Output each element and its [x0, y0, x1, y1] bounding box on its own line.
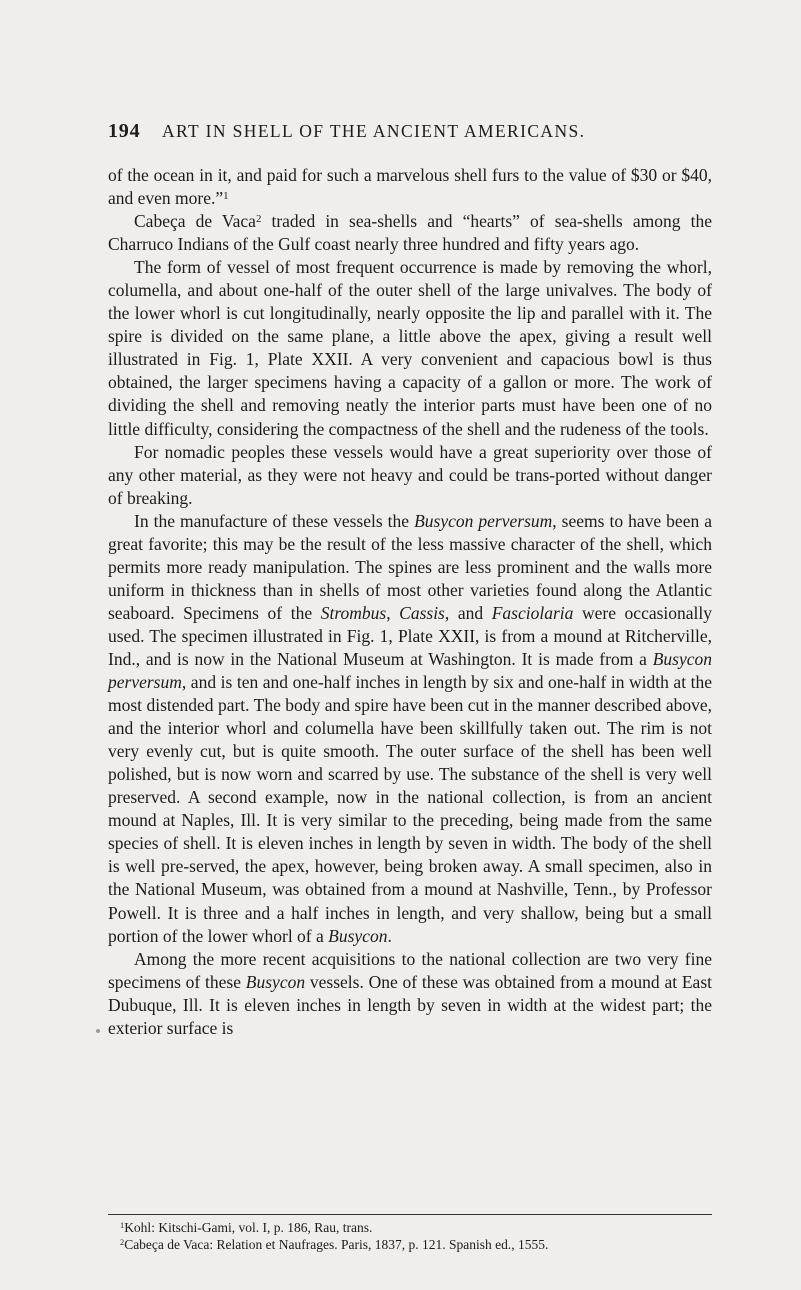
p5-text: In the manufacture of these vessels the: [134, 510, 415, 531]
p5-text: were occasionally used. The specimen illustrated in Fig. 1, Plate XXII, is from a mound at Ritcherville, Ind., and is now in the National Museum at Washington. It is made from a: [108, 602, 713, 669]
paragraph-1-text: of the ocean in it, and paid for such a marvelous shell furs to the value of $30 or $40, and even more.”: [108, 165, 712, 209]
margin-blemish: [96, 1029, 100, 1033]
footnote-marker: 1: [120, 1221, 125, 1231]
page-number: 194: [108, 120, 141, 142]
p6-text: Among the more recent acquisitions to the national collection are two very fine specimens of these: [108, 948, 712, 992]
p6-text: vessels. One of these was obtained from a mound at East Dubuque, Ill. It is eleven inches in length by seven in width at the widest part; the exterior surface is: [108, 971, 712, 1038]
page-header: [108, 120, 708, 150]
footnotes: [120, 1219, 712, 1253]
paragraph-2-text-b: traded in sea-shells and “hearts” of sea-shells among the Charruco Indians of the Gulf coast nearly three hundred and fifty years ago.: [108, 211, 712, 255]
footnote-marker: 2: [120, 1238, 125, 1248]
footnote-text: Cabeça de Vaca: Relation et Naufrages. Paris, 1837, p. 121. Spanish ed., 1555.: [124, 1237, 549, 1252]
p5-text: ,: [386, 602, 400, 623]
species-name: Busycon perversum: [414, 510, 553, 531]
footnote-text: Kohl: Kitschi-Gami, vol. I, p. 186, Rau, trans.: [124, 1220, 373, 1235]
genus-name: Busycon: [328, 925, 388, 946]
paragraph-4: For nomadic peoples these vessels would have a great superiority over those of any other material, as they were not heavy and could be trans-ported without danger of breaking.: [108, 441, 712, 508]
species-name: Busycon perversum: [108, 648, 712, 693]
body-text: [108, 164, 712, 1040]
paragraph-6: [108, 948, 712, 1040]
footnote-ref-2: 2: [255, 213, 262, 226]
p5-text: .: [387, 925, 392, 946]
paragraph-3: The form of vessel of most frequent occurrence is made by removing the whorl, columella, and about one-half of the outer shell of the large univalves. The body of the lower whorl is cut longitudinally, nearly opposite the lip and parallel with it. The spire is divided on the same plane, a little above the apex, giving a result well illustrated in Fig. 1, Plate XXII. A very convenient and capacious bowl is thus obtained, the larger specimens having a capacity of a gallon or more. The work of dividing the shell and removing neatly the interior parts must have been one of no little difficulty, considering the compactness of the shell and the rudeness of the tools.: [108, 257, 712, 439]
footnote-2: [120, 1236, 712, 1253]
paragraph-1: [108, 164, 712, 210]
footnote-1: [120, 1219, 712, 1236]
paragraph-5: [108, 510, 712, 948]
genus-name: Busycon: [245, 971, 306, 992]
p5-text: , and is ten and one-half inches in length by six and one-half in width at the most distended part. The body and spire have been cut in the manner described above, and the interior whorl and columella have been skillfully taken out. The rim is not very evenly cut, but is quite smooth. The outer surface of the shell has been well polished, but is now worn and scarred by use. The substance of the shell is very well preserved. A second example, now in the national collection, is from an ancient mound at Naples, Ill. It is very similar to the preceding, being made from the same species of shell. It is eleven inches in length by seven in width. The body of the shell is well pre-served, the apex, however, being broken away. A small specimen, also in the National Museum, was obtained from a mound at Nashville, Tenn., by Professor Powell. It is three and a half inches in length, and very shallow, being but a small portion of the lower whorl of a: [108, 672, 712, 946]
paragraph-2: [108, 210, 712, 256]
genus-name: Fasciolaria: [491, 602, 574, 623]
footnote-ref-1: 1: [223, 190, 229, 203]
footnote-rule: [108, 1214, 712, 1215]
genus-name: Strombus: [320, 602, 387, 623]
genus-name: Cassis: [399, 602, 445, 623]
paragraph-2-text-a: Cabeça de Vaca: [134, 211, 256, 232]
p5-text: , and: [444, 602, 492, 623]
p5-text: , seems to have been a great favorite; this may be the result of the less massive character of the shell, which permits more ready manipulation. The spines are less prominent and the walls more uniform in thickness than in shells of most other varieties found along the Atlantic seaboard. Specimens of the: [108, 510, 713, 623]
running-title: ART IN SHELL OF THE ANCIENT AMERICANS.: [162, 121, 586, 141]
